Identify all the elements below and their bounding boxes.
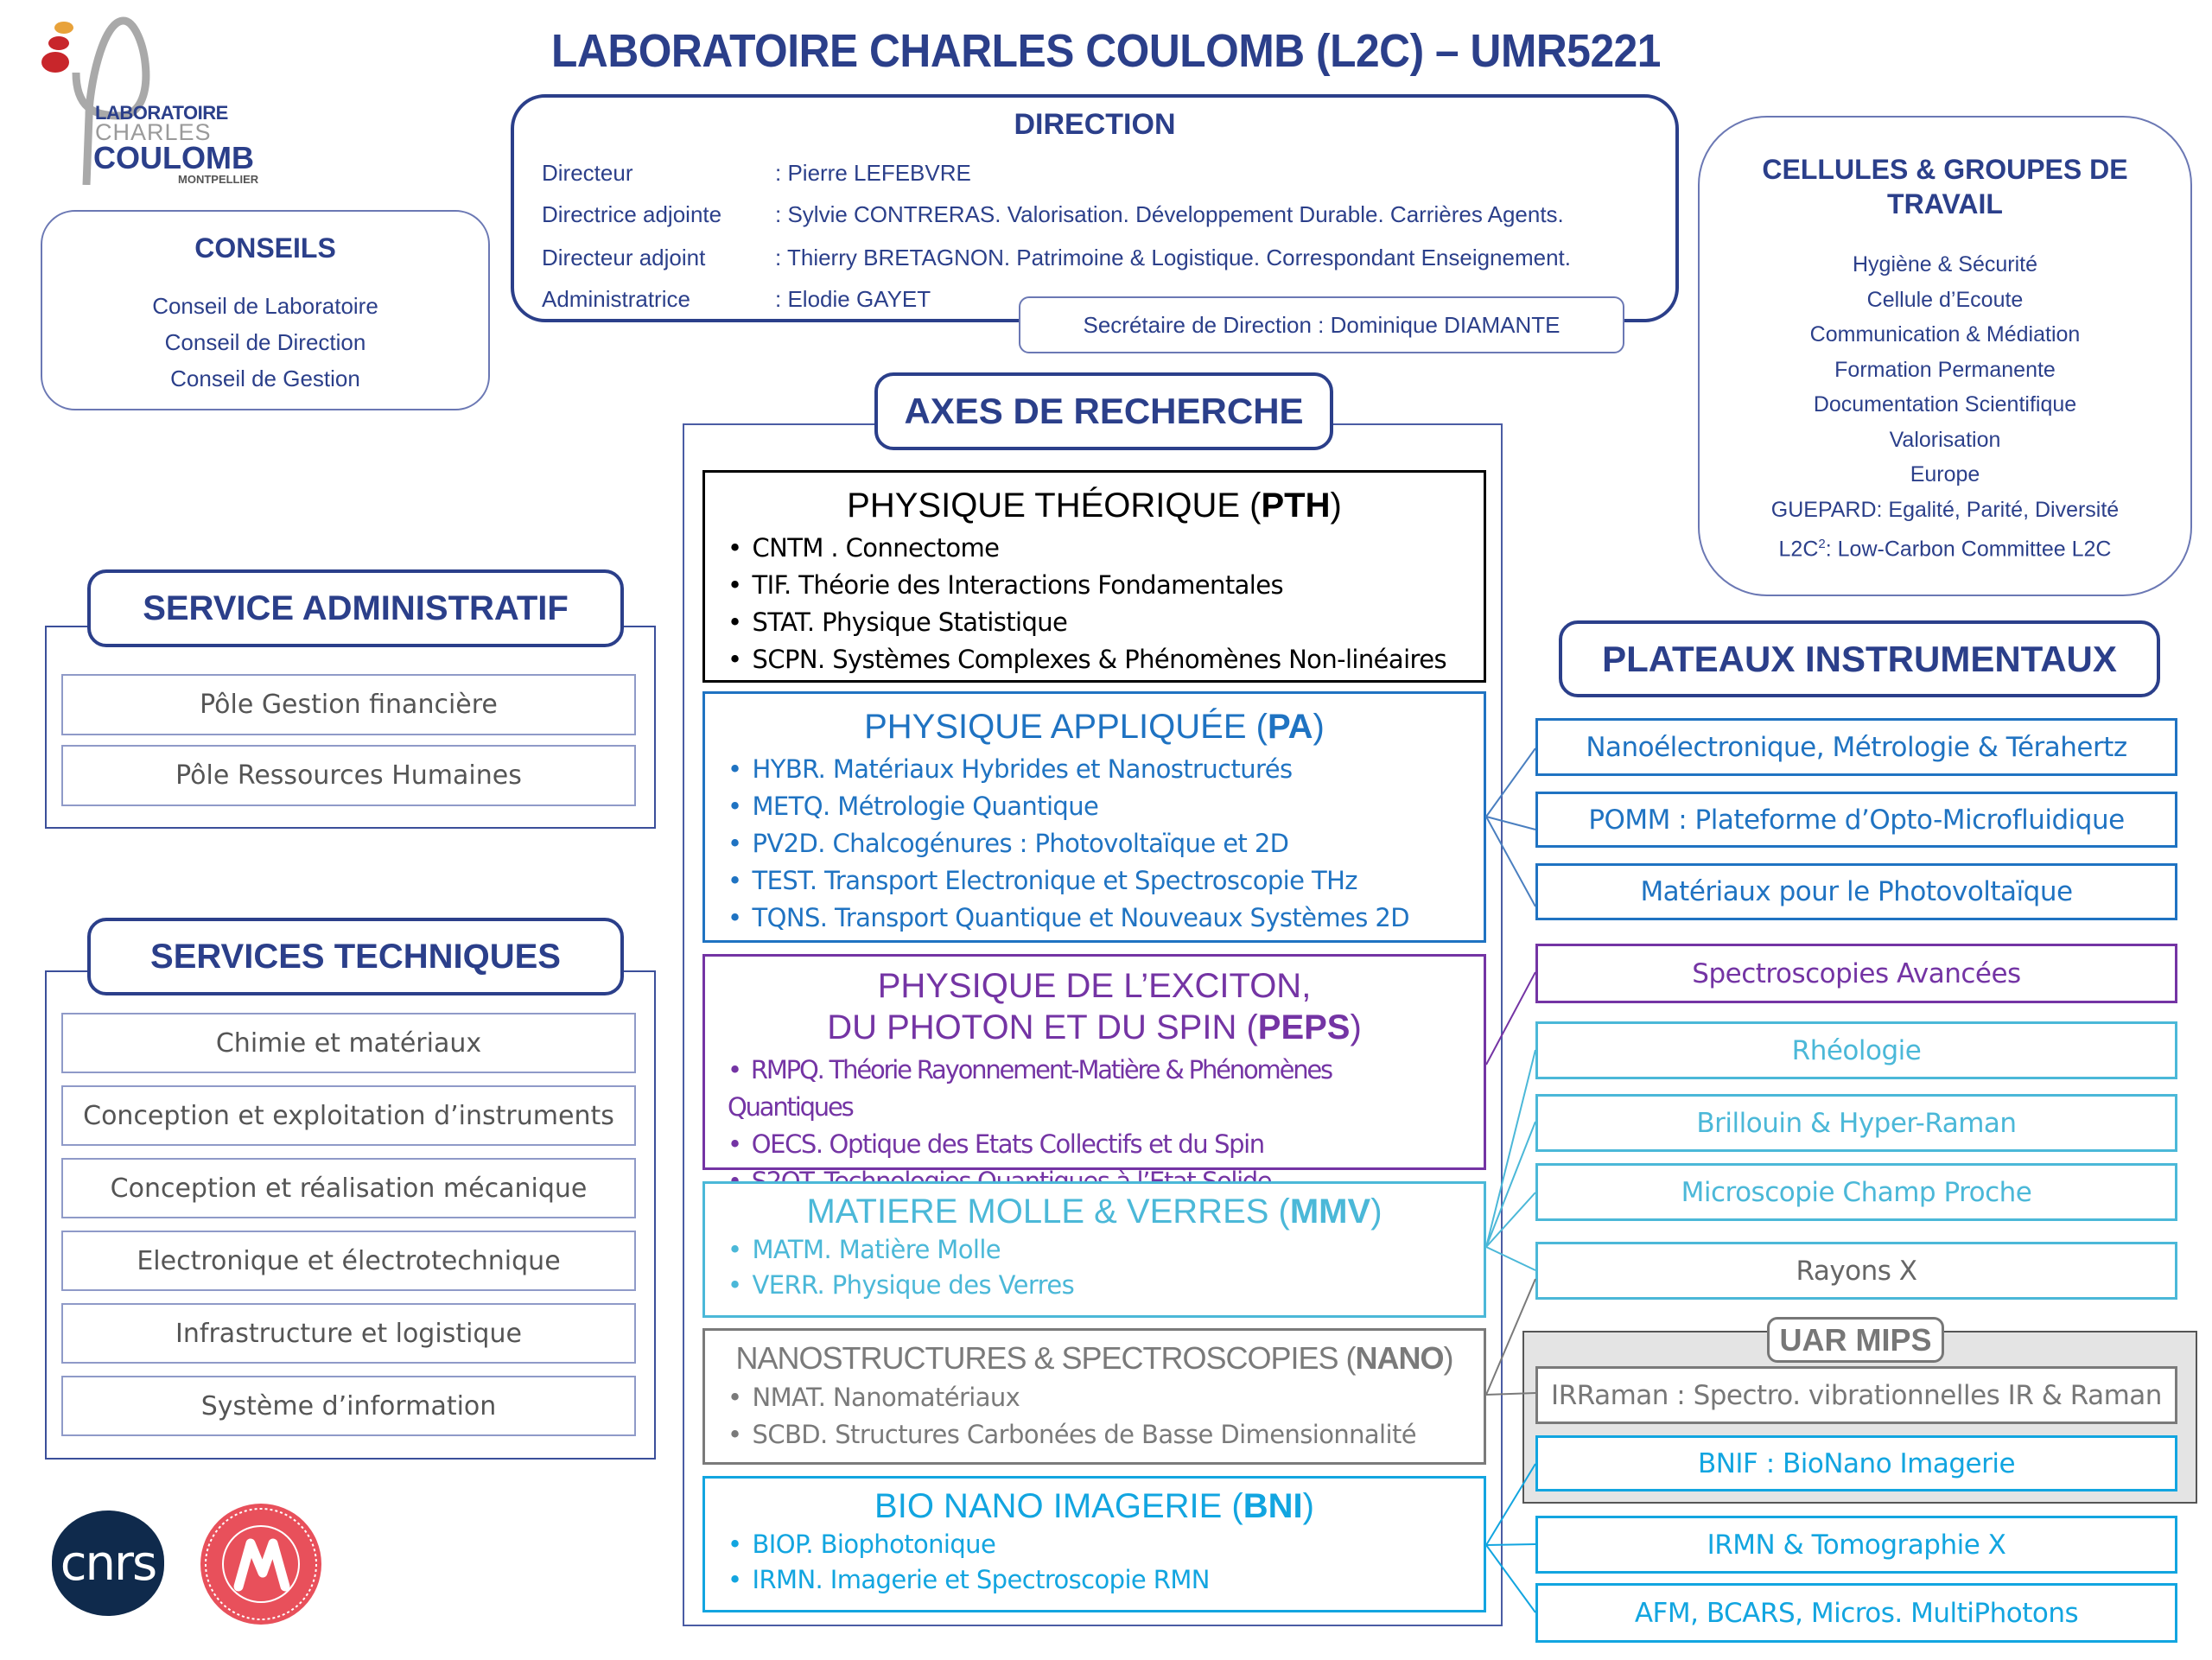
- conseils-list: [42, 288, 488, 397]
- cellules-title: [1700, 152, 2190, 221]
- um-seal-icon: [200, 1504, 321, 1625]
- cellules-title-line: TRAVAIL: [1887, 188, 2003, 219]
- plateau-item: [1535, 792, 2177, 848]
- axis-close: ): [1302, 1487, 1314, 1525]
- axis-title-line1: PHYSIQUE DE L’EXCITON,: [877, 967, 1312, 1005]
- axis-team: • SCBD. Structures Carbonées de Basse Dimensionnalité: [728, 1416, 1461, 1453]
- plateaux-title: PLATEAUX INSTRUMENTAUX: [1602, 638, 2117, 679]
- cellules-item: Documentation Scientifique: [1813, 392, 2077, 417]
- axis-team-list: [728, 1052, 1461, 1200]
- cellules-item-l2c2: [1700, 527, 2190, 567]
- services-techniques-title: SERVICES TECHNIQUES: [150, 937, 561, 976]
- axis-team-list: [728, 1232, 1461, 1303]
- conseils-item: Conseil de Laboratoire: [152, 293, 378, 319]
- axis-team: • RMPQ. Théorie Rayonnement-Matière & Phénomènes Quantiques: [728, 1052, 1461, 1126]
- l2c2-sup: 2: [1818, 537, 1826, 551]
- l2c2-prefix: L2C: [1778, 537, 1819, 562]
- axis-team: • STAT. Physique Statistique: [728, 604, 1461, 641]
- axis-team: • IRMN. Imagerie et Spectroscopie RMN: [728, 1562, 1461, 1598]
- axis-name: NANOSTRUCTURES & SPECTROSCOPIES (: [735, 1340, 1356, 1376]
- axes-header: [874, 372, 1333, 450]
- direction-person: : Sylvie CONTRERAS. Valorisation. Développement Durable. Carrières Agents.: [775, 201, 1564, 227]
- plateau-item: [1535, 1094, 2177, 1152]
- page-title: LABORATOIRE CHARLES COULOMB (L2C) – UMR5221: [551, 25, 1661, 77]
- axis-team: • VERR. Physique des Verres: [728, 1268, 1461, 1303]
- plateaux-header: [1559, 620, 2160, 697]
- axis-abbr: BNI: [1243, 1487, 1303, 1525]
- direction-person: : Thierry BRETAGNON. Patrimoine & Logistique. Correspondant Enseignement.: [775, 245, 1572, 270]
- cellules-list: [1700, 247, 2190, 567]
- logo-line-montpellier: MONTPELLIER: [178, 173, 259, 186]
- plateau-label: Microscopie Champ Proche: [1681, 1176, 2032, 1208]
- cellules-item: GUEPARD: Egalité, Parité, Diversité: [1770, 497, 2120, 522]
- service-item: Pôle Ressources Humaines: [61, 745, 636, 806]
- axis-abbr: PA: [1267, 708, 1313, 746]
- axes-title: AXES DE RECHERCHE: [904, 391, 1304, 431]
- cellules-item: Communication & Médiation: [1809, 322, 2081, 347]
- axis-team-list: [728, 530, 1461, 678]
- axis-title: [728, 1191, 1461, 1232]
- axis-team: • METQ. Métrologie Quantique: [728, 788, 1461, 825]
- plateau-label: BNIF : BioNano Imagerie: [1697, 1447, 2016, 1479]
- axis-close: ): [1330, 487, 1342, 525]
- plateau-item: [1535, 1021, 2177, 1079]
- cellules-panel: [1698, 116, 2192, 596]
- axis-mmv: [702, 1181, 1486, 1318]
- axis-title: [728, 706, 1461, 747]
- um-seal-logo: [200, 1504, 321, 1625]
- axis-team: • CNTM . Connectome: [728, 530, 1461, 567]
- logo-line-charles: CHARLES: [95, 119, 212, 145]
- axis-team: • BIOP. Biophotonique: [728, 1527, 1461, 1562]
- axis-team: • TQNS. Transport Quantique et Nouveaux Systèmes 2D: [728, 900, 1461, 937]
- plateau-label: IRRaman : Spectro. vibrationnelles IR & Raman: [1551, 1379, 2162, 1411]
- l2c2-suffix: : Low-Carbon Committee L2C: [1825, 537, 2112, 562]
- axis-bni: [702, 1476, 1486, 1612]
- axis-title: [728, 1338, 1461, 1379]
- axis-pa: [702, 691, 1486, 943]
- uar-mips-text: UAR MIPS: [1779, 1321, 1932, 1358]
- cellules-item: Cellule d’Ecoute: [1866, 287, 2024, 312]
- axis-team: • HYBR. Matériaux Hybrides et Nanostructurés: [728, 751, 1461, 788]
- service-item: Conception et exploitation d’instruments: [61, 1085, 636, 1146]
- axis-team: • TIF. Théorie des Interactions Fondamentales: [728, 567, 1461, 604]
- cellules-item: Europe: [1910, 462, 1980, 487]
- axis-title: [728, 1485, 1461, 1527]
- axis-abbr: NANO: [1355, 1340, 1444, 1376]
- plateau-item: [1535, 1516, 2177, 1574]
- axis-title: [728, 485, 1461, 526]
- cellules-item: Formation Permanente: [1834, 357, 2056, 382]
- service-administratif-title: SERVICE ADMINISTRATIF: [143, 588, 569, 627]
- plateau-label: Nanoélectronique, Métrologie & Térahertz: [1586, 731, 2127, 763]
- plateau-item: [1535, 1242, 2177, 1300]
- axis-peps: [702, 954, 1486, 1170]
- axis-nano: [702, 1328, 1486, 1465]
- direction-row: [542, 245, 1571, 271]
- axis-abbr: PEPS: [1257, 1008, 1351, 1046]
- service-item: Infrastructure et logistique: [61, 1303, 636, 1364]
- service-item: Pôle Gestion financière: [61, 674, 636, 735]
- plateau-label: Rhéologie: [1791, 1034, 1922, 1066]
- axis-name: MATIERE MOLLE & VERRES (: [806, 1193, 1290, 1231]
- cellules-item: Hygiène & Sécurité: [1852, 252, 2037, 277]
- axis-close: ): [1370, 1193, 1382, 1231]
- direction-person: : Pierre LEFEBVRE: [775, 160, 971, 186]
- direction-role: Administratrice: [542, 286, 690, 312]
- plateau-item: [1535, 1163, 2177, 1221]
- axis-close: ): [1443, 1340, 1453, 1376]
- axis-abbr: PTH: [1261, 487, 1331, 525]
- axis-title: [728, 1007, 1461, 1048]
- cnrs-logo: [52, 1511, 164, 1616]
- direction-role: Directeur adjoint: [542, 245, 706, 270]
- axis-team: • SCPN. Systèmes Complexes & Phénomènes Non-linéaires: [728, 641, 1461, 678]
- secretary-box: [1019, 296, 1624, 353]
- cnrs-logo-text: cnrs: [60, 1535, 156, 1592]
- plateau-label: Matériaux pour le Photovoltaïque: [1640, 876, 2073, 907]
- direction-row: [542, 286, 931, 313]
- axis-close: ): [1313, 708, 1325, 746]
- service-item: Chimie et matériaux: [61, 1013, 636, 1073]
- conseils-item: Conseil de Direction: [164, 329, 366, 355]
- plateau-label: Spectroscopies Avancées: [1692, 957, 2021, 989]
- direction-row: [542, 201, 1564, 228]
- plateau-label: AFM, BCARS, Micros. MultiPhotons: [1634, 1597, 2079, 1629]
- axis-team: • NMAT. Nanomatériaux: [728, 1379, 1461, 1416]
- plateau-label: POMM : Plateforme d’Opto-Microfluidique: [1588, 804, 2125, 836]
- axis-team: • PV2D. Chalcogénures : Photovoltaïque et 2D: [728, 825, 1461, 862]
- conseils-panel: [41, 210, 490, 410]
- services-techniques-header: [87, 918, 624, 995]
- service-administratif-header: [87, 569, 624, 647]
- plateau-label: Brillouin & Hyper-Raman: [1696, 1107, 2017, 1139]
- plateau-item: [1535, 863, 2177, 920]
- axis-close: ): [1350, 1008, 1362, 1046]
- plateau-item: [1535, 1435, 2177, 1491]
- axis-name: DU PHOTON ET DU SPIN (: [827, 1008, 1258, 1046]
- logo-line-laboratoire: LABORATOIRE: [95, 102, 228, 124]
- axis-team-list: [728, 1527, 1461, 1598]
- axis-team: • MATM. Matière Molle: [728, 1232, 1461, 1268]
- cellules-title-line: CELLULES & GROUPES DE: [1762, 154, 2128, 185]
- direction-panel: [511, 94, 1679, 322]
- l2c-logo: [41, 12, 292, 185]
- axis-team-list: [728, 751, 1461, 937]
- plateau-item: [1535, 1583, 2177, 1643]
- cellules-item: Valorisation: [1889, 427, 2001, 452]
- plateau-item: [1535, 944, 2177, 1003]
- plateau-label: IRMN & Tomographie X: [1707, 1529, 2006, 1561]
- uar-mips-label: [1767, 1317, 1944, 1363]
- plateau-item: [1535, 1366, 2177, 1424]
- direction-row: [542, 160, 971, 187]
- secretary-label: Secrétaire de Direction : Dominique DIAMANTE: [1083, 311, 1560, 338]
- conseils-title: CONSEILS: [194, 232, 336, 264]
- conseils-item: Conseil de Gestion: [170, 366, 360, 391]
- axis-name: BIO NANO IMAGERIE (: [874, 1487, 1243, 1525]
- plateau-label: Rayons X: [1796, 1255, 1917, 1287]
- axis-team: • OECS. Optique des Etats Collectifs et du Spin: [728, 1126, 1461, 1163]
- plateau-item: [1535, 718, 2177, 776]
- service-item: Système d’information: [61, 1376, 636, 1436]
- axis-team: • TEST. Transport Electronique et Spectroscopie THz: [728, 862, 1461, 900]
- direction-title: DIRECTION: [1014, 108, 1176, 141]
- axis-pth: [702, 470, 1486, 683]
- axis-name: PHYSIQUE APPLIQUÉE (: [864, 708, 1268, 746]
- logo-line-coulomb: COULOMB: [93, 140, 254, 175]
- axis-team-list: [728, 1379, 1461, 1453]
- service-item: Conception et réalisation mécanique: [61, 1158, 636, 1218]
- direction-person: : Elodie GAYET: [775, 286, 931, 312]
- axis-abbr: MMV: [1289, 1193, 1371, 1231]
- direction-role: Directrice adjointe: [542, 201, 722, 227]
- service-item: Electronique et électrotechnique: [61, 1231, 636, 1291]
- direction-role: Directeur: [542, 160, 633, 186]
- axis-name: PHYSIQUE THÉORIQUE (: [847, 487, 1262, 525]
